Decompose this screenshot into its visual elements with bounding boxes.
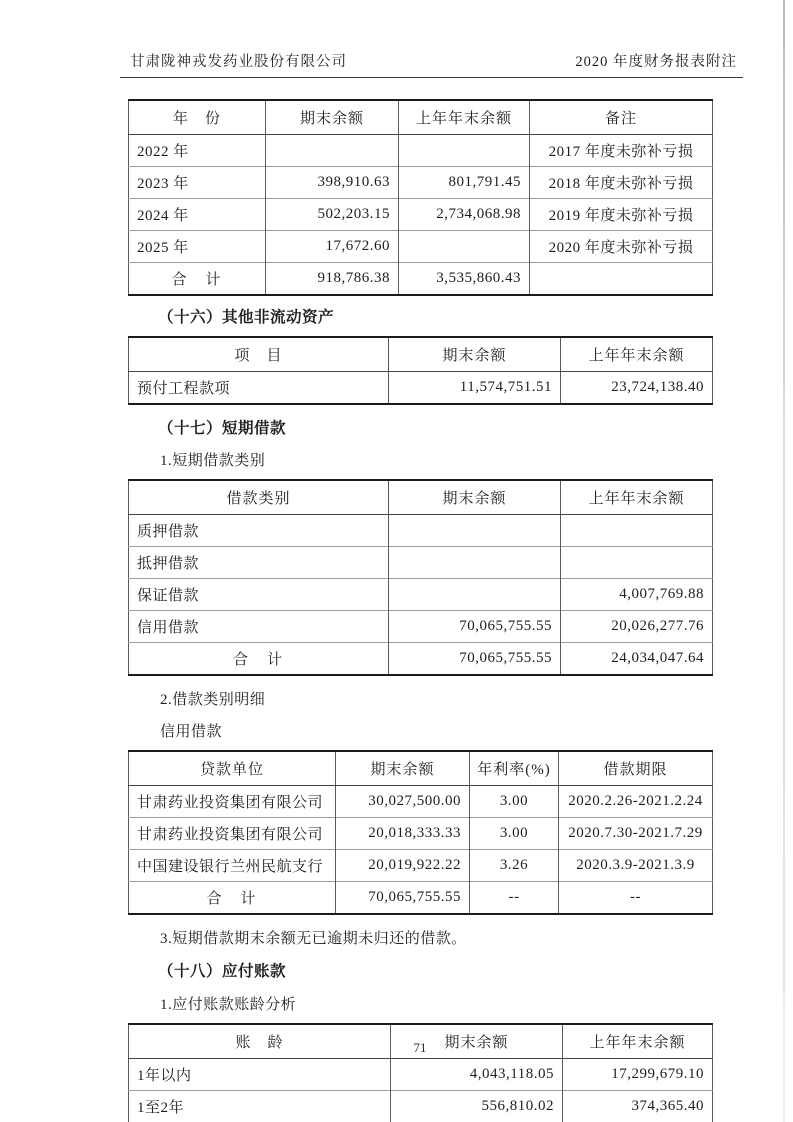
table-row: [129, 786, 713, 818]
table-cell: 2019 年度未弥补亏损: [530, 199, 713, 231]
table-cell: 17,672.60: [266, 231, 399, 263]
column-header: 项 目: [129, 337, 389, 372]
table-row: [129, 199, 713, 231]
page-header: [120, 50, 743, 78]
table-cell: 20,018,333.33: [336, 818, 470, 850]
table-cell: 预付工程款项: [137, 381, 231, 397]
table-header-row: [129, 100, 713, 135]
table-cell: 2025 年: [129, 231, 266, 263]
table-cell: 2020 年度未弥补亏损: [530, 231, 713, 263]
table-cell: --: [559, 882, 713, 915]
table-cell: 合 计: [129, 643, 389, 676]
column-header: 期末余额: [266, 100, 399, 135]
table-header-row: [129, 751, 713, 786]
table-cell: 11,574,751.51: [389, 372, 561, 405]
table-cell: 70,065,755.55: [389, 611, 561, 643]
table-row: [129, 818, 713, 850]
table-row: [129, 547, 713, 579]
table-cell: [399, 231, 530, 263]
section-17-title: （十七）短期借款: [158, 420, 287, 437]
document-title: 2020 年度财务报表附注: [575, 54, 737, 70]
table-row: [129, 1091, 713, 1122]
scan-edge-line: [783, 0, 785, 1122]
column-header: 上年年末余额: [561, 480, 713, 515]
column-header: 借款期限: [559, 751, 713, 786]
table-cell: 2020.7.30-2021.7.29: [559, 818, 713, 850]
section-17-item-3: 3.短期借款期末余额无已逾期未归还的借款。: [160, 931, 467, 947]
table-cell: 保证借款: [129, 579, 389, 611]
table-row: [129, 167, 713, 199]
table-cell: 918,786.38: [266, 263, 399, 296]
table-cell: 信用借款: [129, 611, 389, 643]
table-header-row: [129, 480, 713, 515]
table-row: [129, 1059, 713, 1091]
column-header: 期末余额: [391, 1024, 563, 1059]
table-cell: 1至2年: [129, 1091, 391, 1122]
table-cell: 556,810.02: [391, 1091, 563, 1122]
table-row: [129, 850, 713, 882]
loan-categories-table: [128, 479, 713, 676]
column-header: 上年年末余额: [561, 337, 713, 372]
column-header: 备注: [530, 100, 713, 135]
table-cell: [399, 135, 530, 167]
table-cell: 374,365.40: [563, 1091, 713, 1122]
company-name: 甘肃陇神戎发药业股份有限公司: [130, 54, 347, 70]
table-cell: 4,007,769.88: [561, 579, 713, 611]
table-cell: 质押借款: [137, 524, 200, 540]
table-cell: 3.26: [470, 850, 559, 882]
column-header: 借款类别: [129, 480, 389, 515]
table-cell: 70,065,755.55: [336, 882, 470, 915]
table-cell: 甘肃药业投资集团有限公司: [129, 818, 336, 850]
table-cell: 3,535,860.43: [399, 263, 530, 296]
column-header: 期末余额: [389, 337, 561, 372]
table-row: [129, 372, 713, 405]
table-row: [129, 135, 713, 167]
column-header: 年 份: [129, 100, 266, 135]
table-row: [129, 263, 713, 296]
table-cell: [561, 515, 713, 547]
column-header: 账 龄: [129, 1024, 391, 1059]
section-18-title: （十八）应付账款: [158, 963, 287, 980]
table-row: [129, 515, 713, 547]
column-header: 年利率(%): [470, 751, 559, 786]
loss-carryforward-table: [128, 99, 713, 296]
table-cell: 398,910.63: [266, 167, 399, 199]
column-header: 期末余额: [389, 480, 561, 515]
section-17-item-2: 2.借款类别明细: [160, 692, 266, 708]
section-17-item-1: 1.短期借款类别: [160, 453, 266, 469]
table-cell: 2022 年: [137, 144, 189, 160]
table-cell: 抵押借款: [129, 547, 389, 579]
table-cell: [561, 547, 713, 579]
table-cell: 801,791.45: [399, 167, 530, 199]
table-cell: 4,043,118.05: [391, 1059, 563, 1091]
table-row: [129, 579, 713, 611]
table-cell: 2020.3.9-2021.3.9: [559, 850, 713, 882]
table-cell: 20,026,277.76: [561, 611, 713, 643]
table-cell: 2,734,068.98: [399, 199, 530, 231]
section-18-item-1: 1.应付账款账龄分析: [160, 997, 297, 1013]
table-cell: 合 计: [129, 263, 266, 296]
section-16-title: （十六）其他非流动资产: [158, 309, 335, 326]
table-cell: 2020.2.26-2021.2.24: [559, 786, 713, 818]
table-cell: [266, 135, 399, 167]
table-row: [129, 611, 713, 643]
table-cell: 20,019,922.22: [336, 850, 470, 882]
table-cell: 502,203.15: [266, 199, 399, 231]
table-cell: [389, 579, 561, 611]
table-cell: 30,027,500.00: [336, 786, 470, 818]
table-cell: [530, 263, 713, 296]
column-header: 上年年末余额: [563, 1024, 713, 1059]
table-cell: 中国建设银行兰州民航支行: [129, 850, 336, 882]
credit-loan-subtitle: 信用借款: [160, 724, 223, 740]
table-cell: 合 计: [129, 882, 336, 915]
table-row: [129, 882, 713, 915]
column-header: 贷款单位: [129, 751, 336, 786]
table-cell: 3.00: [470, 818, 559, 850]
table-row: [129, 231, 713, 263]
table-cell: [389, 515, 561, 547]
table-cell: 1年以内: [137, 1068, 192, 1084]
table-cell: 23,724,138.40: [561, 372, 713, 405]
table-cell: [389, 547, 561, 579]
table-cell: 2023 年: [129, 167, 266, 199]
table-cell: 2024 年: [129, 199, 266, 231]
table-cell: 2017 年度未弥补亏损: [530, 135, 713, 167]
column-header: 期末余额: [336, 751, 470, 786]
page-content: [128, 99, 712, 1122]
table-cell: 甘肃药业投资集团有限公司: [137, 795, 324, 811]
table-cell: --: [470, 882, 559, 915]
table-cell: 2018 年度未弥补亏损: [530, 167, 713, 199]
payables-aging-table: [128, 1023, 713, 1122]
table-header-row: [129, 337, 713, 372]
table-cell: 3.00: [470, 786, 559, 818]
page-number: 71: [413, 1040, 427, 1055]
table-row: [129, 643, 713, 676]
table-cell: 24,034,047.64: [561, 643, 713, 676]
table-cell: 17,299,679.10: [563, 1059, 713, 1091]
other-noncurrent-assets-table: [128, 336, 713, 405]
credit-loan-details-table: [128, 750, 713, 915]
table-cell: 70,065,755.55: [389, 643, 561, 676]
column-header: 上年年末余额: [399, 100, 530, 135]
